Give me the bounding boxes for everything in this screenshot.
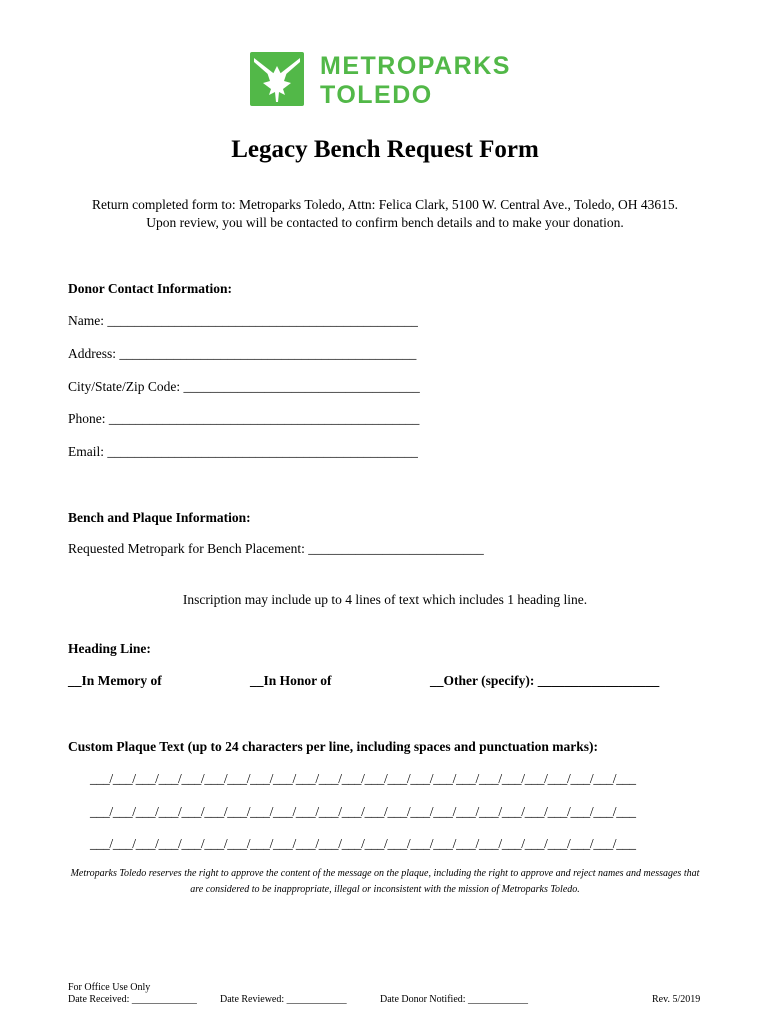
disclaimer-text: Metroparks Toledo reserves the right to approve the content of the message on the plaque, including the right to approve and reject names and messages that are considered to be inappropriate, illegal or inconsistent with the mission of Metroparks Toledo. <box>70 868 700 895</box>
custom-text-heading: Custom Plaque Text (up to 24 characters per line, including spaces and punctuation marks): <box>68 739 599 754</box>
intro-line-1: Return completed form to: Metroparks Toledo, Attn: Felica Clark, 5100 W. Central Ave., Toledo, OH 43615. <box>91 197 679 212</box>
name-field[interactable]: Name: ______________________________________________ <box>68 313 418 328</box>
date-reviewed-field[interactable]: Date Reviewed: ____________ <box>220 994 347 1005</box>
in-memory-of-option[interactable]: __In Memory of <box>68 673 162 688</box>
placement-field[interactable]: Requested Metropark for Bench Placement: __________________________ <box>68 541 484 556</box>
inscription-note: Inscription may include up to 4 lines of text which includes 1 heading line. <box>182 592 588 607</box>
donor-heading: Donor Contact Information: <box>68 281 232 296</box>
date-received-field[interactable]: Date Received: _____________ <box>68 994 197 1005</box>
metroparks-leaf-logo-icon <box>250 52 304 106</box>
date-donor-notified-field[interactable]: Date Donor Notified: ____________ <box>380 994 529 1005</box>
logo-text-line2: TOLEDO <box>320 81 433 109</box>
plaque-text-line-3[interactable]: ___/___/___/___/___/___/___/___/___/___/___/___/___/___/___/___/___/___/___/___/___/___/___/___ <box>90 836 636 851</box>
plaque-text-line-1[interactable]: ___/___/___/___/___/___/___/___/___/___/___/___/___/___/___/___/___/___/___/___/___/___/___/___ <box>90 771 636 786</box>
other-specify-option[interactable]: __Other (specify): __________________ <box>430 673 660 688</box>
in-honor-of-option[interactable]: __In Honor of <box>250 673 332 688</box>
page-title: Legacy Bench Request Form <box>231 136 539 163</box>
logo-text-line1: METROPARKS <box>320 52 511 80</box>
intro-line-2: Upon review, you will be contacted to confirm bench details and to make your donation. <box>146 215 624 230</box>
revision-label: Rev. 5/2019 <box>652 994 701 1005</box>
plaque-text-line-2[interactable]: ___/___/___/___/___/___/___/___/___/___/___/___/___/___/___/___/___/___/___/___/___/___/___/___ <box>90 804 636 819</box>
office-use-label: For Office Use Only <box>68 982 151 993</box>
disclaimer <box>0 866 770 897</box>
phone-field[interactable]: Phone: ______________________________________________ <box>68 411 420 426</box>
bench-heading: Bench and Plaque Information: <box>68 510 251 525</box>
city-state-zip-field[interactable]: City/State/Zip Code: ___________________________________ <box>68 379 420 394</box>
email-field[interactable]: Email: ______________________________________________ <box>68 444 418 459</box>
heading-line-heading: Heading Line: <box>68 641 151 656</box>
address-field[interactable]: Address: ____________________________________________ <box>68 346 417 361</box>
